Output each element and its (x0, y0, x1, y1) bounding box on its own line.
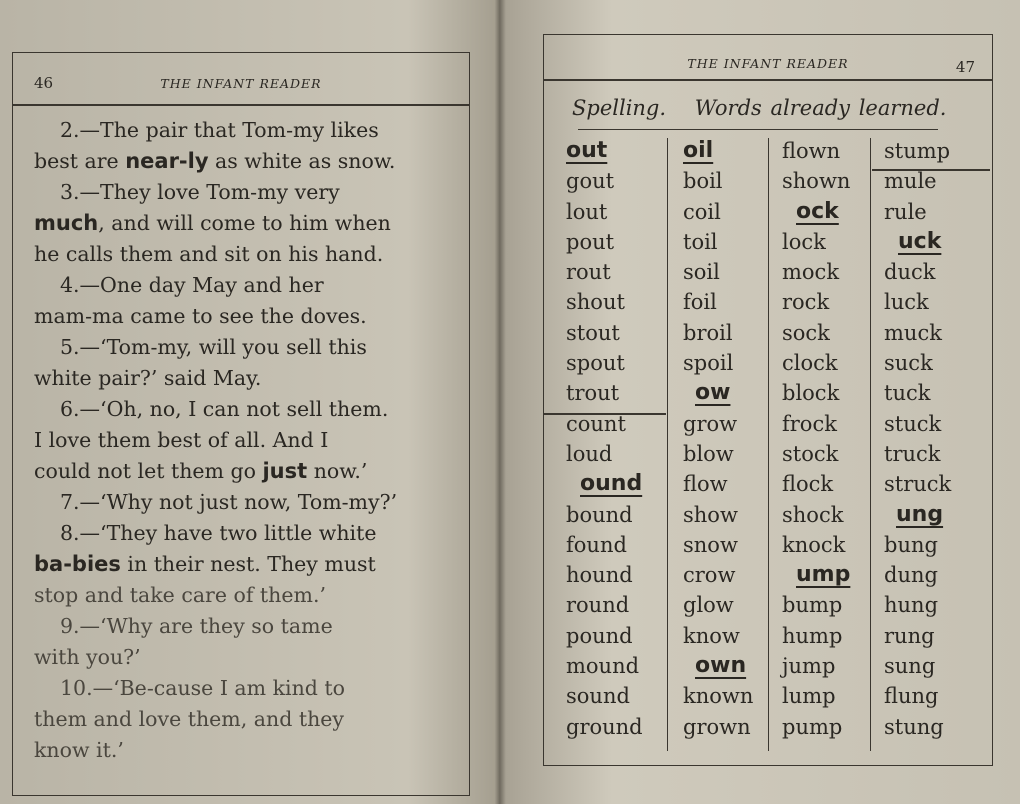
text-line (34, 611, 454, 642)
spelling-word: lout (566, 199, 608, 224)
spelling-word: snow (683, 532, 738, 557)
spelling-word: soil (683, 260, 720, 285)
text-run: , and will come to him when (98, 211, 391, 235)
spelling-word: struck (884, 472, 952, 497)
spelling-word: know (683, 623, 740, 648)
text-line (34, 549, 454, 580)
text-line (34, 394, 454, 425)
spelling-group-heading: ung (896, 501, 944, 527)
text-run: as white as snow. (208, 149, 396, 173)
spelling-word: stock (782, 441, 839, 466)
text-run: 6.—‘Oh, no, I can not sell them. (60, 397, 389, 421)
bold-word: near-ly (125, 149, 209, 173)
spelling-word: stump (884, 139, 951, 163)
spelling-word: mule (884, 169, 937, 194)
spelling-word: show (683, 502, 738, 527)
spelling-group-heading: own (695, 653, 747, 679)
spelling-word: flown (782, 139, 841, 163)
spelling-word: loud (566, 441, 613, 466)
spelling-column-3 (782, 136, 850, 742)
text-run: white pair?’ said May. (34, 366, 262, 390)
column-divider (870, 138, 871, 751)
left-page-header (12, 52, 470, 106)
spelling-column-1 (566, 136, 643, 742)
text-line (34, 704, 454, 735)
column-divider (667, 138, 668, 751)
spelling-word: duck (884, 260, 936, 285)
text-run: 10.—‘Be-cause I am kind to (60, 676, 346, 700)
spelling-word: bound (566, 502, 633, 527)
text-run: 7.—‘Why not just now, Tom-my?’ (60, 490, 398, 514)
spelling-word: flung (884, 684, 939, 709)
text-run: could not let them go (34, 459, 263, 483)
text-run: know it.’ (34, 738, 124, 762)
spelling-word: mound (566, 654, 640, 679)
spelling-word: spoil (683, 351, 734, 376)
spelling-group-heading: ound (580, 471, 643, 497)
left-page (0, 0, 494, 804)
text-line (34, 332, 454, 363)
spelling-word: knock (782, 532, 846, 557)
spelling-word: crow (683, 563, 736, 588)
text-line (34, 239, 454, 270)
spelling-word: found (566, 532, 627, 557)
spelling-word: stung (884, 714, 944, 739)
spelling-word: hump (782, 623, 843, 648)
text-run: best are (34, 149, 126, 173)
spelling-word: muck (884, 320, 942, 345)
text-line (34, 642, 454, 673)
text-line (34, 487, 454, 518)
text-run: with you?’ (34, 645, 141, 669)
spelling-word: blow (683, 441, 734, 466)
spelling-word: jump (782, 654, 836, 679)
text-run: 3.—They love Tom-my very (60, 180, 340, 204)
spelling-word: sock (782, 320, 830, 345)
text-run: 9.—‘Why are they so tame (60, 614, 333, 638)
spelling-word: lock (782, 229, 826, 254)
spelling-group-heading: ock (796, 198, 839, 224)
text-line (34, 363, 454, 394)
page-number-left: 46 (34, 74, 54, 92)
spelling-word: shock (782, 502, 844, 527)
page-number-right: 47 (955, 58, 975, 76)
bold-word: ba-bies (34, 552, 121, 576)
left-page-text (34, 115, 454, 766)
spelling-word: mock (782, 260, 840, 285)
spelling-heading (572, 96, 972, 120)
spelling-word: sung (884, 654, 936, 679)
spelling-group-heading: ump (796, 562, 851, 588)
text-run: in their nest. They must (120, 552, 376, 576)
text-run: he calls them and sit on his hand. (34, 242, 384, 266)
text-run: stop and take care of them.’ (34, 583, 326, 607)
spelling-word: bump (782, 593, 843, 618)
spelling-word: tuck (884, 381, 931, 406)
text-line (34, 270, 454, 301)
text-line (34, 580, 454, 611)
spelling-heading-label: Spelling. (572, 96, 667, 120)
spelling-word: bung (884, 532, 938, 557)
spelling-group-heading: oil (683, 138, 714, 163)
right-page (500, 0, 1020, 804)
text-run: 5.—‘Tom-my, will you sell this (60, 335, 367, 359)
spelling-word: block (782, 381, 840, 406)
text-line (34, 735, 454, 766)
spelling-column-4 (884, 136, 951, 742)
spelling-word: flock (782, 472, 834, 497)
spelling-word: spout (566, 351, 625, 376)
text-run: them and love them, and they (34, 707, 344, 731)
bold-word: much (34, 211, 99, 235)
text-line (34, 177, 454, 208)
spelling-word: shown (782, 169, 851, 194)
text-line (34, 425, 454, 456)
spelling-word: toil (683, 229, 718, 254)
spelling-group-heading: out (566, 138, 608, 163)
text-line (34, 146, 454, 177)
spelling-word: coil (683, 199, 721, 224)
spelling-word: count (566, 411, 626, 436)
spelling-word: clock (782, 351, 838, 376)
column-divider (768, 138, 769, 751)
spelling-word: grown (683, 714, 751, 739)
running-head-right: THE INFANT READER (687, 56, 849, 71)
spelling-word: truck (884, 441, 941, 466)
spelling-word: boil (683, 169, 723, 194)
spelling-word: gout (566, 169, 615, 194)
spelling-heading-subtitle: Words already learned. (694, 96, 947, 120)
text-run: 8.—‘They have two little white (60, 521, 377, 545)
bold-word: just (262, 459, 308, 483)
spelling-word: grow (683, 411, 738, 436)
spelling-word: luck (884, 290, 929, 315)
spelling-word: pump (782, 714, 843, 739)
spelling-word: frock (782, 411, 837, 436)
spelling-word: rule (884, 199, 927, 224)
spelling-word: ground (566, 714, 643, 739)
spelling-group-heading: uck (898, 228, 942, 254)
spelling-word: rout (566, 260, 611, 285)
spelling-word: flow (683, 472, 728, 497)
text-run: 2.—The pair that Tom-my likes (60, 118, 379, 142)
text-run: I love them best of all. And I (34, 428, 329, 452)
text-run: mam-ma came to see the doves. (34, 304, 367, 328)
spelling-word: rock (782, 290, 830, 315)
right-page-header (543, 34, 993, 81)
spelling-word: shout (566, 290, 625, 315)
spelling-word: stout (566, 320, 620, 345)
spelling-word: foil (683, 290, 717, 315)
text-line (34, 673, 454, 704)
spelling-word: stuck (884, 411, 942, 436)
spelling-word: round (566, 593, 630, 618)
text-line (34, 518, 454, 549)
heading-rule (578, 129, 938, 130)
text-line (34, 301, 454, 332)
spelling-word: lump (782, 684, 836, 709)
spelling-word: sound (566, 684, 630, 709)
text-run: 4.—One day May and her (60, 273, 324, 297)
text-line (34, 208, 454, 239)
running-head-left: THE INFANT READER (160, 76, 322, 91)
text-line (34, 456, 454, 487)
spelling-word: pound (566, 623, 633, 648)
spelling-word: hung (884, 593, 939, 618)
spelling-word: trout (566, 381, 620, 406)
spelling-word: pout (566, 229, 615, 254)
spelling-word: broil (683, 320, 733, 345)
spelling-word: known (683, 684, 754, 709)
spelling-word: hound (566, 563, 633, 588)
spelling-word: rung (884, 623, 935, 648)
spelling-group-heading: ow (695, 380, 731, 406)
text-line (34, 115, 454, 146)
text-run: now.’ (307, 459, 368, 483)
spelling-word: dung (884, 563, 938, 588)
spelling-word: suck (884, 351, 933, 376)
spelling-column-2 (683, 136, 753, 742)
spelling-word: glow (683, 593, 734, 618)
